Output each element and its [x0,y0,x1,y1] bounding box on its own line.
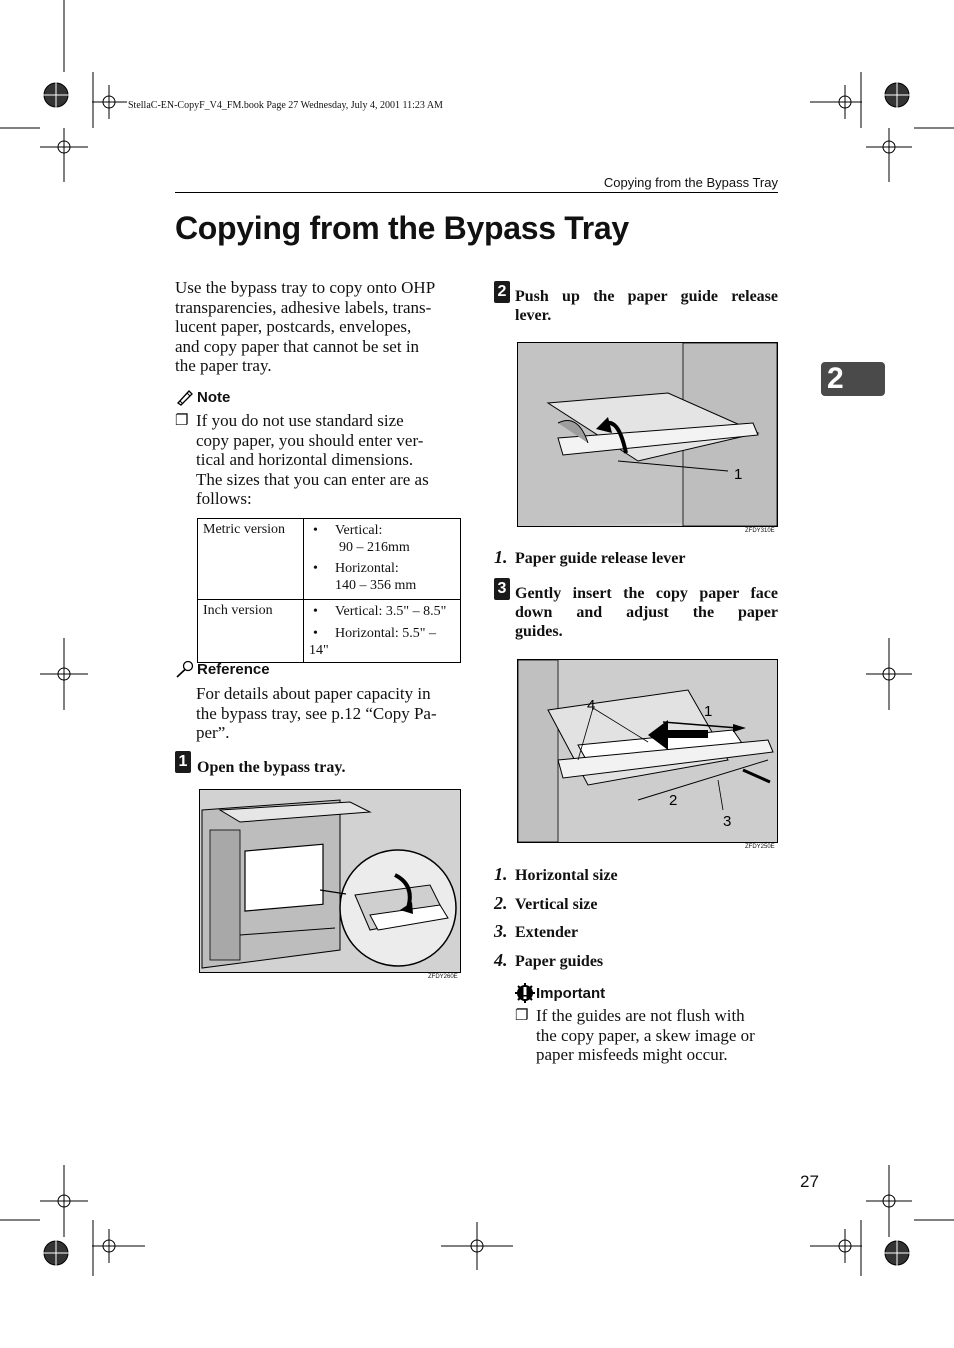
size-cell: • Vertical: 3.5" – 8.5" • Horizontal: 5.5" – 14" [304,600,461,663]
figure-code: ZFDY250E [745,844,775,850]
important-line: the copy paper, a skew image or [536,1025,755,1045]
intro-line: Use the bypass tray to copy onto OHP [175,278,436,297]
note-line: The sizes that you can enter are as [196,469,429,489]
step-3-text: Gently insert the copy paper face down and adjust the paper guides. [515,585,778,640]
intro-line: lucent paper, postcards, envelopes, [175,317,412,337]
file-meta: StellaC-EN-CopyF_V4_FM.book Page 27 Wednesday, July 4, 2001 11:23 AM [128,100,443,111]
callout-item: 3. Extender [494,921,579,941]
note-checkbox: ❐ [175,411,189,429]
version-cell: Metric version [198,519,304,600]
page-number: 27 [800,1172,819,1191]
callout-item: 4. Paper guides [494,949,604,970]
figure-insert-paper [517,659,778,843]
note-label: Note [197,388,231,406]
intro-paragraph [175,278,460,376]
reference-label: Reference [197,660,270,678]
bullet: • [313,604,318,619]
fig-label: 1 [704,703,713,720]
important-label: Important [536,984,606,1002]
size-table [197,518,461,663]
note-line: follows: [196,489,252,509]
bullet: • [313,626,318,641]
reference-line: the bypass tray, see p.12 “Copy Pa- [196,703,437,723]
important-heading [515,983,605,1003]
fig-label: 3 [723,813,732,830]
callout-number: 1. [494,547,508,567]
reference-line: For details about paper capacity in [196,684,431,703]
magnifier-icon [175,660,195,678]
step-2-number: 2 [494,281,510,303]
figure-code: ZFDY310E [745,528,775,534]
figure-open-bypass-tray [199,789,461,973]
reference-heading [175,660,270,678]
callout-text: Paper guide release lever [515,550,686,567]
fig-label: 4 [587,697,596,714]
reference-line: per”. [196,723,230,743]
intro-line: transparencies, adhesive labels, trans- [175,297,432,317]
callout-item: 2. Vertical size [494,892,598,913]
intro-line: the paper tray. [175,356,272,376]
figure-release-lever [517,342,778,527]
important-icon [515,983,535,1003]
note-heading [175,388,230,406]
callout-item: 1. Horizontal size [494,864,618,884]
step-2-text: Push up the paper guide release lever. [515,288,778,324]
reference-text [196,684,460,743]
fig-label: 1 [734,466,743,483]
header-rule [175,192,778,193]
step-3-number: 3 [494,578,510,600]
note-line: tical and horizontal dimensions. [196,450,414,470]
table-row [198,519,461,600]
running-title: Copying from the Bypass Tray [603,175,778,190]
step-1-number: 1 [175,751,191,773]
step-1-text: Open the bypass tray. [197,759,346,776]
pencil-icon [175,388,195,406]
figure-code: ZFDY260E [428,974,458,980]
page-title: Copying from the Bypass Tray [175,210,629,246]
bullet: • [313,523,318,538]
note-line: If you do not use standard size [196,411,404,430]
chapter-tab: 2 [821,362,885,396]
intro-line: and copy paper that cannot be set in [175,336,420,356]
important-text [536,1006,778,1065]
size-cell: • Vertical: 90 – 216mm • Horizontal: 140 – 356 mm [304,519,461,600]
note-line: copy paper, you should enter ver- [196,430,424,450]
important-checkbox: ❐ [515,1006,529,1024]
callout-item [494,547,685,568]
version-cell: Inch version [198,600,304,663]
bullet: • [313,561,318,576]
callout-list [494,864,778,978]
important-line: paper misfeeds might occur. [536,1045,728,1065]
table-row [198,600,461,663]
note-text [196,411,460,509]
fig-label: 2 [669,792,678,809]
important-line: If the guides are not flush with [536,1006,745,1025]
